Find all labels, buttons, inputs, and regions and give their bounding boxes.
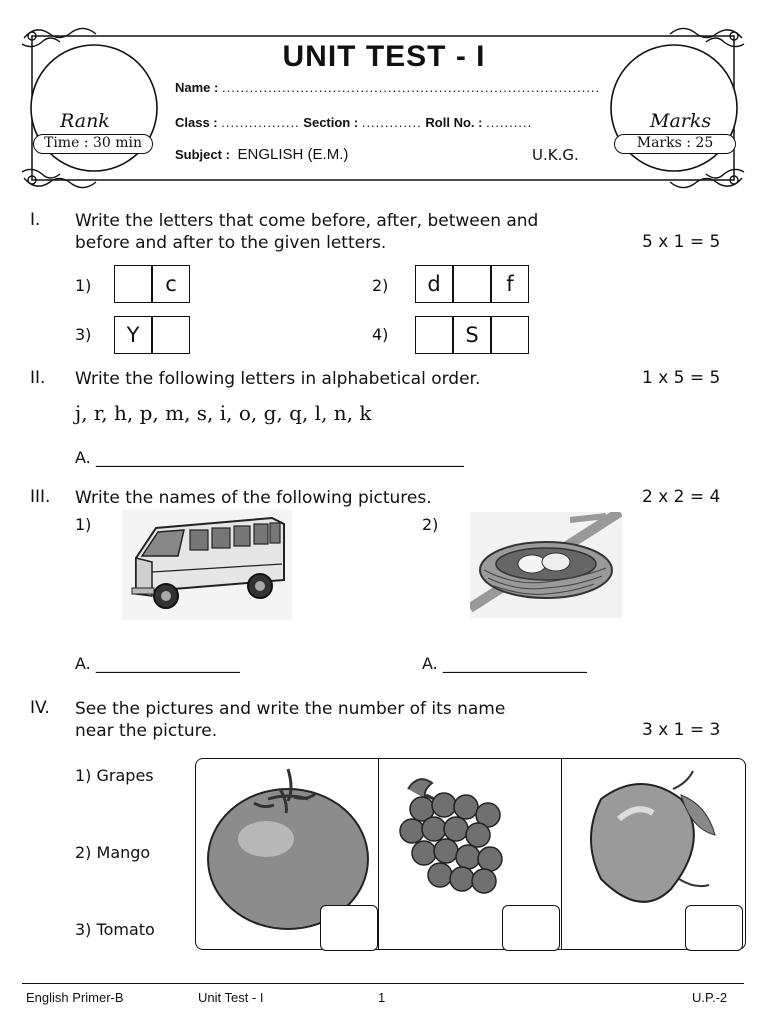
q1-item2-box3: f: [491, 265, 529, 303]
q4-marks: 3 x 1 = 3: [642, 720, 721, 740]
q4-text-line2: near the picture.: [75, 721, 218, 741]
q1-item1-label: 1): [75, 276, 92, 295]
q4-answer-box-grapes[interactable]: [502, 905, 560, 951]
footer-page-number: 1: [378, 990, 386, 1005]
q4-panel-mango: [561, 758, 746, 950]
footer-book: English Primer-B: [26, 990, 124, 1005]
q2-answer-line[interactable]: A. ______________________________________________: [75, 448, 464, 467]
q3-answer1[interactable]: A. __________________: [75, 654, 240, 673]
name-field[interactable]: Name : ..................................................................................: [175, 80, 601, 95]
marks-pill: Marks : 25: [614, 134, 736, 154]
marks-script-label: Marks: [650, 110, 712, 132]
q1-item2-box1: d: [415, 265, 453, 303]
nest-image: [470, 512, 622, 618]
q4-option-mango: 2) Mango: [75, 843, 151, 862]
q1-item2-box2[interactable]: [453, 265, 491, 303]
section-label: Section :: [303, 115, 359, 130]
q1-item4-box3[interactable]: [491, 316, 529, 354]
section-field[interactable]: .............: [361, 115, 422, 130]
q1-item3-box1: Y: [114, 316, 152, 354]
q4-text-line1: See the pictures and write the number of its name: [75, 699, 506, 719]
class-field[interactable]: .................: [221, 115, 300, 130]
q1-text-line1: Write the letters that come before, after, between and: [75, 211, 539, 231]
class-label: Class :: [175, 115, 218, 130]
rank-label: Rank: [60, 110, 110, 132]
q1-text-line2: before and after to the given letters.: [75, 233, 387, 253]
q4-panel-grapes: [378, 758, 562, 950]
q4-option-tomato: 3) Tomato: [75, 920, 155, 939]
q3-item2-label: 2): [422, 515, 439, 534]
q3-marks: 2 x 2 = 4: [642, 487, 721, 507]
subject-label: Subject :: [175, 147, 230, 162]
q4-answer-box-mango[interactable]: [685, 905, 743, 951]
van-image: [122, 510, 292, 620]
q4-answer-box-tomato[interactable]: [320, 905, 378, 951]
q4-option-grapes: 1) Grapes: [75, 766, 154, 785]
q2-letters: j, r, h, p, m, s, i, o, g, q, l, n, k: [75, 401, 372, 425]
subject-row: [175, 146, 348, 163]
page-title: UNIT TEST - I: [282, 40, 486, 73]
q1-item1-box2: c: [152, 265, 190, 303]
q3-answer2[interactable]: A. __________________: [422, 654, 587, 673]
q1-item3-box2[interactable]: [152, 316, 190, 354]
q1-item1-box1[interactable]: [114, 265, 152, 303]
q2-marks: 1 x 5 = 5: [642, 368, 721, 388]
grade-label: U.K.G.: [532, 146, 579, 164]
roll-label: Roll No. :: [425, 115, 483, 130]
q1-item4-label: 4): [372, 325, 389, 344]
footer-divider: [22, 983, 744, 984]
roll-field[interactable]: ..........: [486, 115, 533, 130]
q2-text: Write the following letters in alphabetical order.: [75, 369, 481, 389]
q1-item4-box1[interactable]: [415, 316, 453, 354]
q4-panel-tomato: [195, 758, 379, 950]
q3-number: III.: [30, 487, 51, 507]
q1-item3-label: 3): [75, 325, 92, 344]
q3-text: Write the names of the following pictures.: [75, 488, 432, 508]
class-section-roll-row: [175, 115, 532, 130]
subject-value: ENGLISH (E.M.): [237, 146, 349, 163]
q3-item1-label: 1): [75, 515, 92, 534]
q1-marks: 5 x 1 = 5: [642, 232, 721, 252]
q4-number: IV.: [30, 698, 50, 718]
footer-code: U.P.-2: [692, 990, 728, 1005]
q1-item4-box2: S: [453, 316, 491, 354]
q2-number: II.: [30, 368, 46, 388]
time-pill: Time : 30 min: [33, 134, 153, 154]
footer-test: Unit Test - I: [198, 990, 264, 1005]
q1-number: I.: [30, 210, 41, 230]
q1-item2-label: 2): [372, 276, 389, 295]
